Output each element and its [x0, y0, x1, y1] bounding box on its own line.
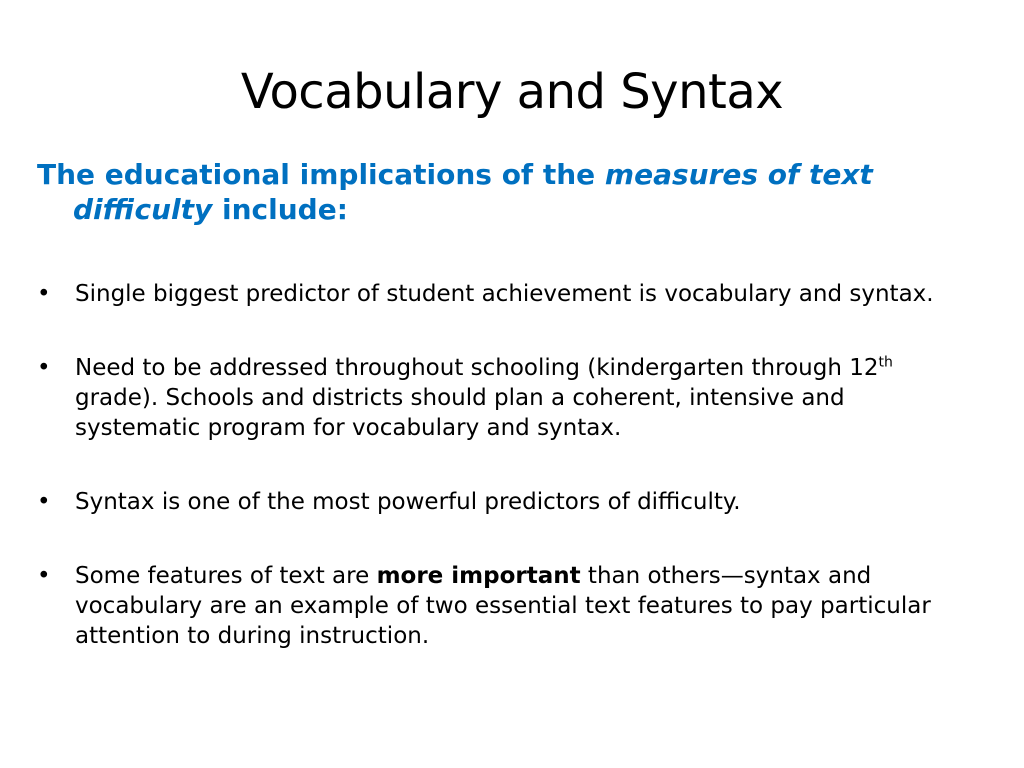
- bullet-item: [37, 561, 947, 651]
- bullet-text-end: than others—syntax and vocabulary are an example of two essential text features to pay particular attention to during instruction.: [75, 563, 931, 649]
- slide-subheading: [37, 157, 973, 227]
- bullet-list: [37, 279, 947, 695]
- subheading-emphasis: measures of text difficulty: [73, 158, 873, 226]
- bullet-item: [37, 487, 947, 517]
- bullet-text-start: Need to be addressed throughout schooling (kindergarten through 12: [75, 355, 879, 381]
- bullet-bold-text: more important: [376, 563, 581, 589]
- bullet-item: [37, 279, 947, 309]
- bullet-item: [37, 353, 947, 443]
- subheading-text-end: include:: [212, 193, 348, 226]
- slide-title: Vocabulary and Syntax: [240, 64, 784, 120]
- bullet-text: Single biggest predictor of student achievement is vocabulary and syntax.: [75, 281, 934, 307]
- bullet-text-end: grade). Schools and districts should plan a coherent, intensive and systematic program for vocabulary and syntax.: [75, 385, 845, 441]
- bullet-text-start: Some features of text are: [75, 563, 377, 589]
- bullet-icon: •: [37, 281, 51, 307]
- bullet-text: Syntax is one of the most powerful predictors of difficulty.: [75, 489, 741, 515]
- bullet-icon: •: [37, 489, 51, 515]
- bullet-superscript: th: [878, 354, 893, 371]
- bullet-icon: •: [37, 355, 51, 381]
- bullet-icon: •: [37, 563, 51, 589]
- subheading-text-start: The educational implications of the: [37, 158, 605, 191]
